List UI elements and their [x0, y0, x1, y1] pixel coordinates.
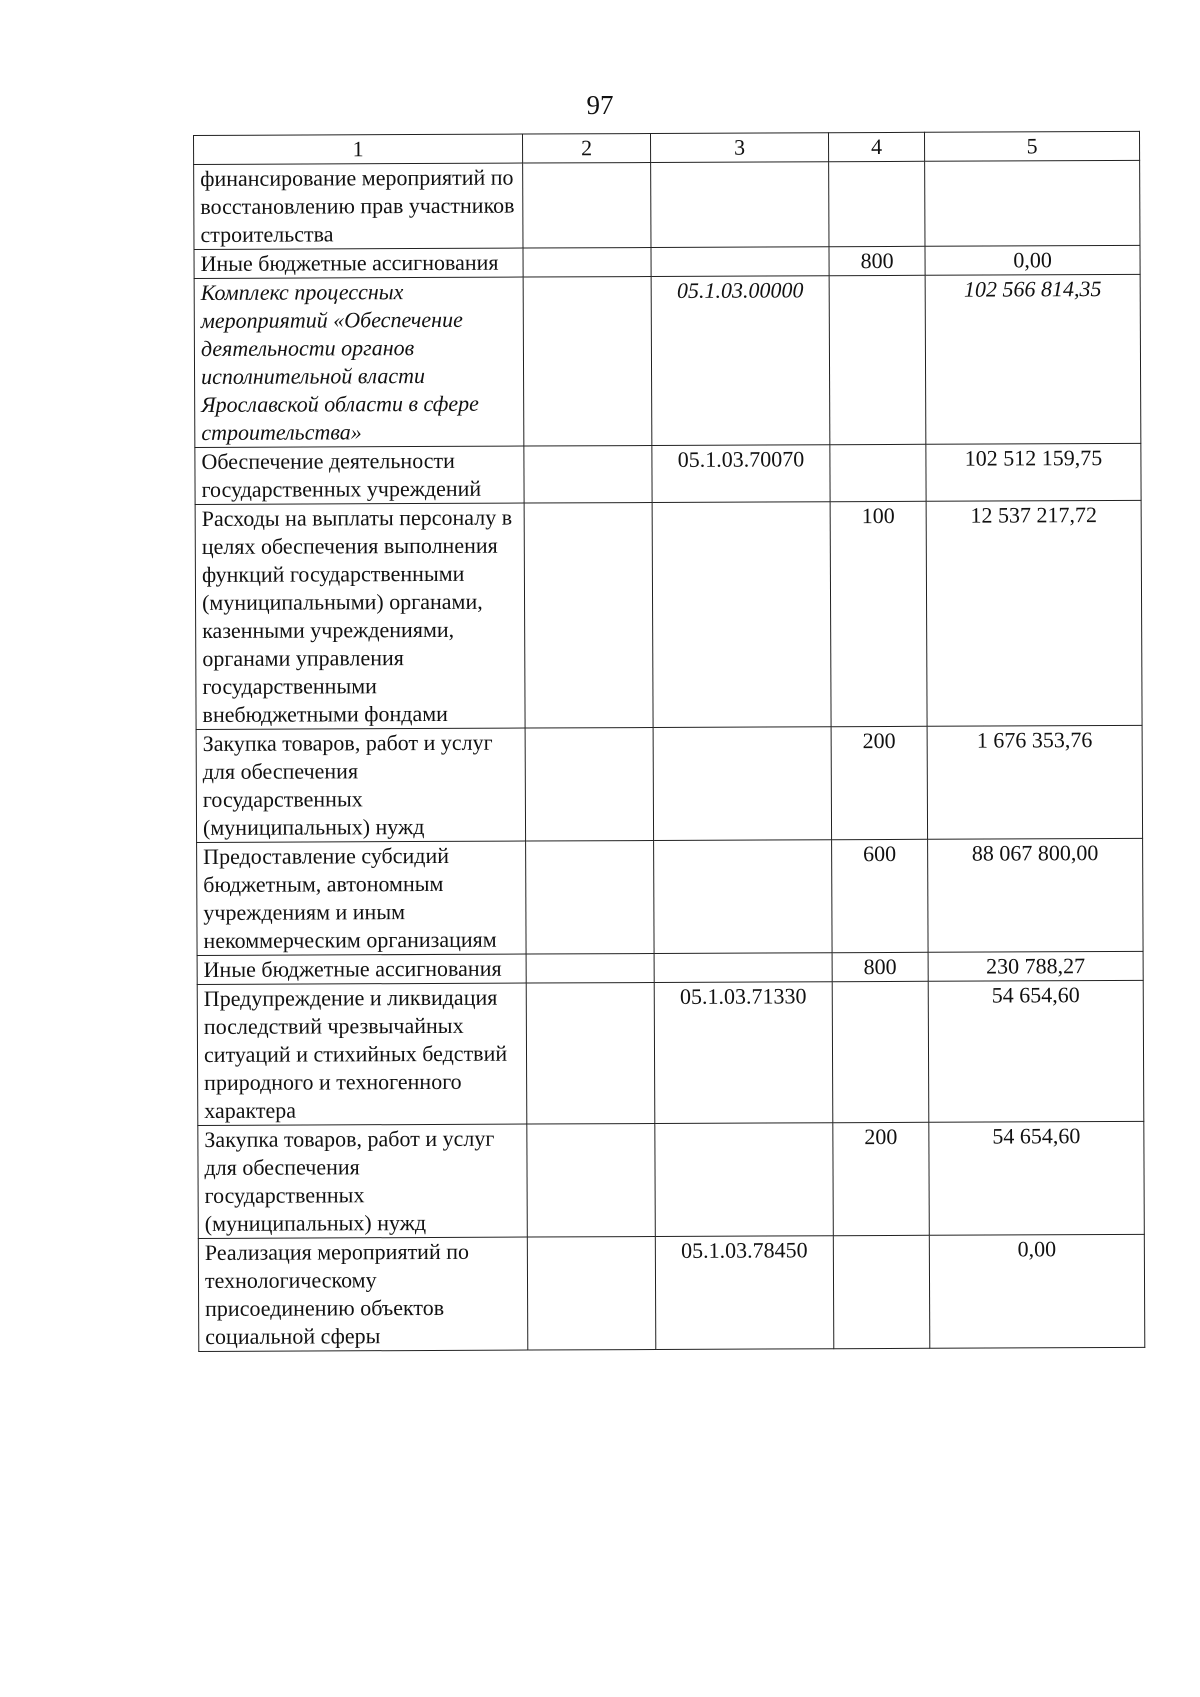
table-body — [194, 160, 1145, 1351]
row-col2 — [524, 446, 652, 504]
table-row — [198, 1234, 1144, 1351]
row-code — [651, 162, 829, 248]
column-header-5: 5 — [924, 131, 1139, 161]
budget-table — [193, 131, 1145, 1352]
column-header-1: 1 — [194, 134, 523, 164]
table-row — [194, 160, 1140, 249]
row-type: 100 — [830, 501, 927, 726]
row-col2 — [527, 1123, 655, 1237]
row-code — [654, 953, 832, 983]
row-amount: 1 676 353,76 — [927, 725, 1142, 839]
row-name: Комплекс процессных мероприятий «Обеспечение деятельности органов исполнительной власти Ярославской области в сфере строительства» — [194, 277, 524, 447]
table-row — [198, 1121, 1144, 1238]
row-type: 200 — [833, 1122, 929, 1235]
row-col2 — [526, 982, 655, 1124]
column-header-4: 4 — [828, 132, 924, 161]
row-code — [651, 247, 829, 277]
row-code: 05.1.03.00000 — [651, 276, 830, 446]
header-row — [194, 131, 1140, 164]
row-type — [830, 444, 926, 501]
row-type — [832, 981, 929, 1122]
row-name: финансирование мероприятий по восстановлению прав участников строительства — [194, 163, 523, 249]
table-row — [195, 443, 1141, 504]
row-name: Иные бюджетные ассигнования — [197, 954, 526, 984]
row-col2 — [523, 248, 651, 278]
row-name: Закупка товаров, работ и услуг для обеспечения государственных (муниципальных) нужд — [198, 1124, 527, 1238]
row-amount: 0,00 — [929, 1234, 1144, 1348]
page-number: 97 — [586, 90, 614, 120]
row-amount: 102 512 159,75 — [926, 443, 1141, 501]
table-header — [194, 131, 1140, 164]
row-amount: 102 566 814,35 — [925, 274, 1141, 444]
column-header-2: 2 — [522, 134, 650, 164]
row-type — [829, 275, 926, 444]
row-amount — [925, 160, 1140, 246]
table-row — [195, 500, 1142, 729]
table-row — [194, 245, 1140, 278]
row-type: 600 — [832, 839, 928, 952]
row-code: 05.1.03.71330 — [654, 982, 833, 1124]
table-row — [194, 274, 1141, 447]
table-row — [196, 725, 1142, 842]
row-amount: 0,00 — [925, 245, 1140, 275]
row-amount: 88 067 800,00 — [928, 838, 1143, 952]
row-code: 05.1.03.70070 — [652, 445, 830, 503]
row-amount: 54 654,60 — [929, 1121, 1144, 1235]
row-col2 — [524, 503, 653, 729]
row-col2 — [526, 840, 654, 954]
row-col2 — [523, 277, 652, 447]
row-name: Обеспечение деятельности государственных учреждений — [195, 446, 524, 504]
row-amount: 12 537 217,72 — [926, 500, 1142, 726]
row-col2 — [525, 727, 653, 841]
column-header-3: 3 — [650, 133, 828, 163]
row-code — [653, 727, 831, 841]
row-amount: 230 788,27 — [928, 951, 1143, 981]
row-type: 800 — [829, 246, 925, 275]
row-col2 — [523, 163, 651, 249]
row-name: Закупка товаров, работ и услуг для обеспечения государственных (муниципальных) нужд — [196, 728, 525, 842]
table-row — [197, 838, 1143, 955]
row-type: 800 — [832, 952, 928, 981]
row-type: 200 — [831, 726, 927, 839]
row-type — [829, 161, 925, 246]
row-name: Предоставление субсидий бюджетным, автономным учреждениям и иным некоммерческим организациям — [197, 841, 526, 955]
row-code — [655, 1123, 833, 1237]
row-code — [654, 840, 832, 954]
row-col2 — [526, 953, 654, 983]
row-name: Иные бюджетные ассигнования — [194, 248, 523, 278]
row-type — [833, 1235, 929, 1348]
row-code — [652, 502, 831, 728]
row-name: Предупреждение и ликвидация последствий чрезвычайных ситуаций и стихийных бедствий природного и техногенного характера — [197, 983, 527, 1125]
row-amount: 54 654,60 — [928, 980, 1144, 1122]
row-col2 — [527, 1236, 655, 1350]
row-code: 05.1.03.78450 — [655, 1236, 833, 1350]
table-row — [197, 951, 1143, 984]
row-name: Расходы на выплаты персоналу в целях обеспечения выполнения функций государственными (муниципальными) органами, казенными учреждениями, органами управления государственными внебюджетными фондами — [195, 503, 525, 729]
table-row — [197, 980, 1144, 1125]
row-name: Реализация мероприятий по технологическому присоединению объектов социальной сферы — [198, 1237, 527, 1351]
